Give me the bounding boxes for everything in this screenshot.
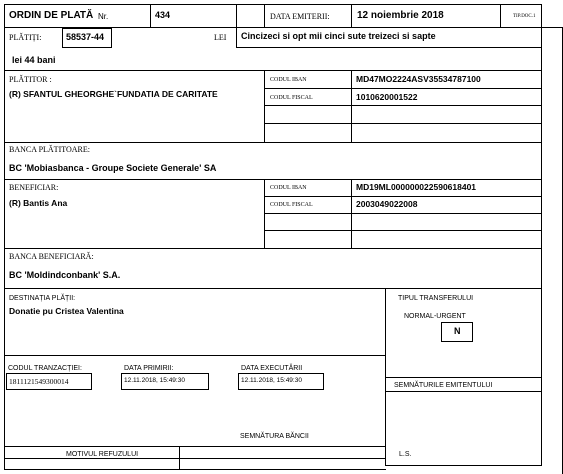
stamp-label: L.S. <box>399 451 412 458</box>
payer-fiscal-value: 1010620001522 <box>356 92 418 102</box>
issue-date-label: DATA EMITERII: <box>270 12 330 21</box>
transfer-option-label: NORMAL-URGENT <box>404 313 466 320</box>
payer-label: PLĂTITOR : <box>9 75 52 84</box>
amount-words-line2: lei 44 bani <box>12 55 56 65</box>
paid-label: PLĂTIȚI: <box>9 33 42 42</box>
payer-name: (R) SFANTUL GHEORGHE`FUNDATIA DE CARITATE <box>9 89 218 99</box>
number-label: Nr. <box>98 12 109 21</box>
number-value: 434 <box>155 10 171 20</box>
amount-words-line1: Cincizeci si opt mii cinci sute treizeci si sapte <box>241 31 436 41</box>
payer-bank-name: BC 'Mobiasbanca - Groupe Societe Generale' SA <box>9 163 217 173</box>
beneficiary-bank-name: BC 'Moldindconbank' S.A. <box>9 270 121 280</box>
received-date-label: DATA PRIMIRII: <box>124 365 174 372</box>
doc-code: TIP.DOC.1 <box>513 14 536 19</box>
beneficiary-iban-label: CODUL IBAN <box>270 185 307 191</box>
beneficiary-fiscal-label: CODUL FISCAL <box>270 202 313 208</box>
payer-fiscal-label: CODUL FISCAL <box>270 95 313 101</box>
document-title: ORDIN DE PLATĂ <box>9 10 94 21</box>
transaction-code-value: 1811121549300014 <box>9 377 69 386</box>
received-date-value: 12.11.2018, 15:49:30 <box>124 377 185 384</box>
bank-signature-label: SEMNĂTURA BĂNCII <box>240 433 309 440</box>
payer-iban-value: MD47MO2224ASV35534787100 <box>356 74 481 84</box>
transfer-type-value: N <box>454 326 461 336</box>
issuer-signature-label: SEMNĂTURILE EMITENTULUI <box>394 382 493 389</box>
beneficiary-bank-label: BANCA BENEFICIARĂ: <box>9 252 94 261</box>
executed-date-value: 12.11.2018, 15:49:30 <box>241 377 302 384</box>
transfer-type-label: TIPUL TRANSFERULUI <box>398 295 474 302</box>
payer-iban-label: CODUL IBAN <box>270 77 307 83</box>
beneficiary-iban-value: MD19ML000000022590618401 <box>356 182 477 192</box>
beneficiary-name: (R) Bantis Ana <box>9 198 68 208</box>
currency-label: LEI <box>214 33 227 42</box>
refusal-reason-label: MOTIVUL REFUZULUI <box>66 451 139 458</box>
amount-value: 58537-44 <box>66 32 105 42</box>
destination-text: Donatie pu Cristea Valentina <box>9 306 124 316</box>
destination-label: DESTINAȚIA PLĂȚII: <box>9 295 76 302</box>
beneficiary-label: BENEFICIAR: <box>9 183 59 192</box>
executed-date-label: DATA EXECUTĂRII <box>241 365 303 372</box>
beneficiary-fiscal-value: 2003049022008 <box>356 199 418 209</box>
issue-date-value: 12 noiembrie 2018 <box>357 10 444 21</box>
transaction-code-label: CODUL TRANZACȚIEI: <box>8 365 82 372</box>
payer-bank-label: BANCA PLĂTITOARE: <box>9 145 90 154</box>
